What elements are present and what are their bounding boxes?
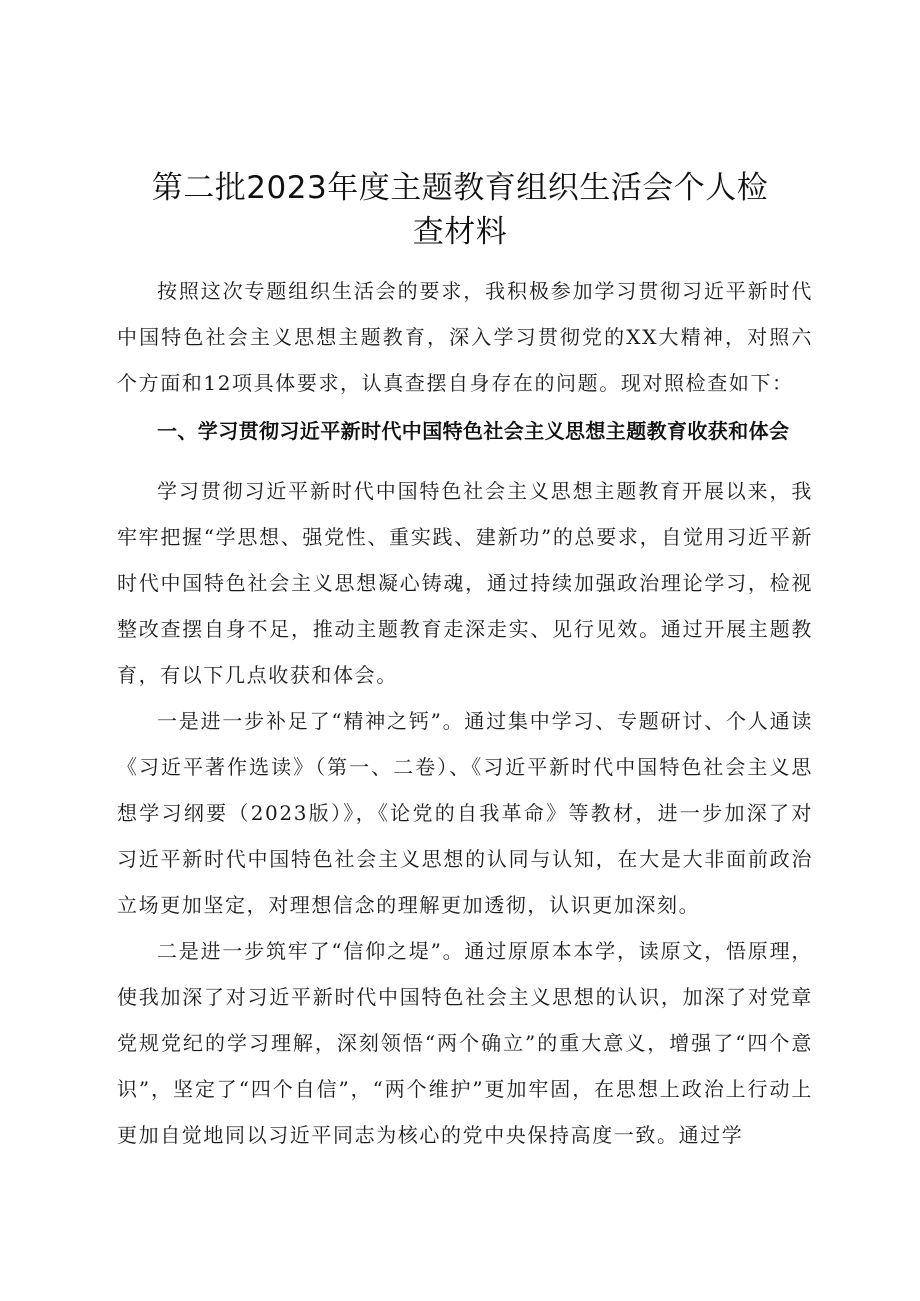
- section-1-paragraph-2: 一是进一步补足了“精神之钙”。通过集中学习、专题研讨、个人通读《习近平著作选读》（第一、二卷）、《习近平新时代中国特色社会主义思想学习纲要（2023版）》，《论党的自我革命》等教材，进一步加深了对习近平新时代中国特色社会主义思想的认同与认知，在大是大非面前政治立场更加坚定，对理想信念的理解更加透彻，认识更加深刻。: [117, 709, 813, 917]
- section-1-heading: 一、学习贯彻习近平新时代中国特色社会主义思想主题教育收获和体会: [157, 419, 790, 443]
- intro-paragraph: 按照这次专题组织生活会的要求，我积极参加学习贯彻习近平新时代中国特色社会主义思想主题教育，深入学习贯彻党的XX大精神，对照六个方面和12项具体要求，认真查摆自身存在的问题。现对照检查如下：: [117, 279, 813, 395]
- title-line-1: 第二批2023年度主题教育组织生活会个人检: [151, 170, 769, 206]
- document-title: [110, 166, 810, 254]
- section-1-paragraph-3: 二是进一步筑牢了“信仰之堤”。通过原原本本学，读原文，悟原理，使我加深了对习近平新时代中国特色社会主义思想的认识，加深了对党章党规党纪的学习理解，深刻领悟“两个确立”的重大意义，增强了“四个意识”，坚定了“四个自信”，“两个维护”更加牢固，在思想上政治上行动上更加自觉地同以习近平同志为核心的党中央保持高度一致。通过学: [117, 939, 813, 1147]
- section-1-paragraph-1: 学习贯彻习近平新时代中国特色社会主义思想主题教育开展以来，我牢牢把握“学思想、强党性、重实践、建新功”的总要求，自觉用习近平新时代中国特色社会主义思想凝心铸魂，通过持续加强政治理论学习，检视整改查摆自身不足，推动主题教育走深走实、见行见效。通过开展主题教育，有以下几点收获和体会。: [117, 479, 813, 687]
- heading-spacer: [117, 456, 813, 468]
- title-line-2: 查材料: [412, 214, 508, 250]
- document-body: [117, 268, 813, 1158]
